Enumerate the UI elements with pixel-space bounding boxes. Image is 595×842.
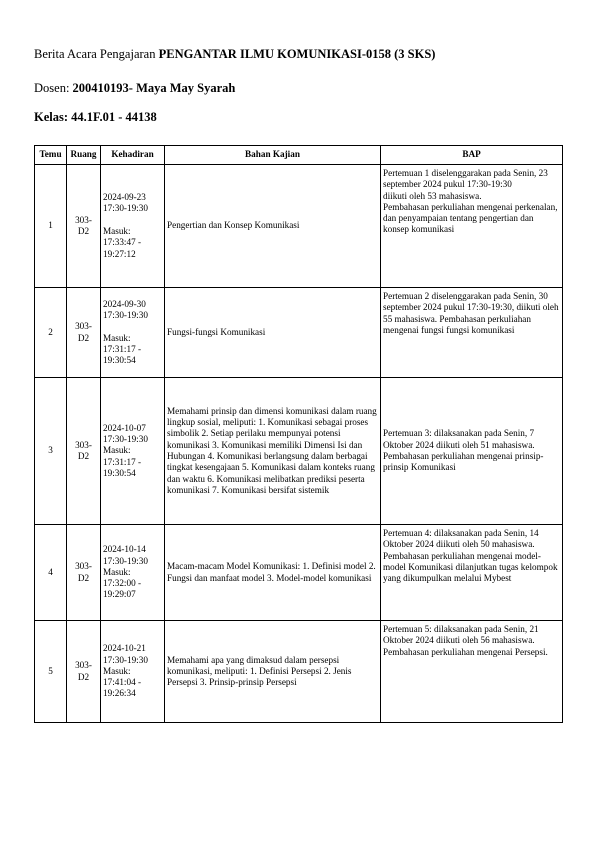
table-row: [35, 621, 563, 723]
kehadiran-line: 17:30-19:30: [103, 434, 148, 445]
bap-text: Pembahasan perkuliahan mengenai perkenalan, dan penyampaian tentang pengertian dan konsep komunikasi: [383, 201, 558, 235]
ruang-line: D2: [77, 671, 90, 682]
ruang-cell: [67, 621, 101, 723]
bap-text: Pertemuan 2 diselenggarakan pada Senin, 30 september 2024 pukul 17:30-19:30, diikuti oleh 55 mahasiswa. Pembahasan perkuliahan mengenai fungsi fungsi komunikasi: [383, 291, 559, 335]
kehadiran-line: 2024-10-07: [103, 422, 146, 433]
kehadiran-line: 17:30-19:30: [103, 654, 148, 665]
ruang-line: 303-: [75, 660, 92, 671]
kehadiran-line: Masuk:: [103, 332, 131, 343]
col-header-temu: Temu: [35, 146, 67, 165]
col-header-kehadiran: Kehadiran: [101, 146, 165, 165]
ruang-cell: [67, 288, 101, 378]
lecturer-label: Dosen:: [34, 81, 70, 95]
ruang-line: 303-: [75, 439, 92, 450]
bap-cell: [381, 525, 563, 621]
col-header-ruang: Ruang: [67, 146, 101, 165]
temu-cell: 4: [35, 525, 67, 621]
table-row: [35, 378, 563, 525]
bap-text: Pertemuan 5: dilaksanakan pada Senin, 21 Oktober 2024 diikuti oleh 56 mahasiswa. Pembahasan perkuliahan mengenai Persepsi.: [383, 624, 548, 657]
bap-cell: [381, 621, 563, 723]
temu-cell: 5: [35, 621, 67, 723]
kehadiran-line: 19:27:12: [103, 248, 136, 259]
kehadiran-line: Masuk:: [103, 566, 131, 577]
bap-text: Pertemuan 3: dilaksanakan pada Senin, 7 Oktober 2024 diikuti oleh 51 mahasiswa. Pembahasan perkuliahan mengenai prinsip-prinsip Komunikasi: [383, 428, 544, 473]
ruang-line: 303-: [75, 561, 92, 572]
kehadiran-line: [103, 215, 162, 226]
bahan-kajian-cell: Pengertian dan Konsep Komunikasi: [165, 165, 381, 288]
temu-cell: 2: [35, 288, 67, 378]
kehadiran-line: [103, 321, 162, 332]
bap-text: Pertemuan 1 diselenggarakan pada Senin, 23 september 2024 pukul 17:30-19:30: [383, 168, 548, 190]
temu-cell: 3: [35, 378, 67, 525]
kehadiran-line: 17:30-19:30: [103, 309, 148, 320]
kehadiran-cell: [101, 525, 165, 621]
table-row: [35, 525, 563, 621]
ruang-cell: [67, 165, 101, 288]
lecturer-value: 200410193- Maya May Syarah: [72, 81, 236, 95]
kehadiran-line: 19:30:54: [103, 355, 136, 366]
kehadiran-line: 17:32:00 -: [103, 578, 142, 589]
bap-text: Pertemuan 4: dilaksanakan pada Senin, 14 Oktober 2024 diikuti oleh 50 mahasiswa. Pembahasan perkuliahan mengenai model-model Komunikasi dilanjutkan tugas kelompok yang dikumpulkan melalui Mybest: [383, 528, 558, 584]
kehadiran-line: 19:26:34: [103, 688, 136, 699]
kehadiran-line: 17:30-19:30: [103, 203, 148, 214]
temu-cell: 1: [35, 165, 67, 288]
ruang-line: 303-: [75, 214, 92, 225]
bahan-kajian-cell: Memahami prinsip dan dimensi komunikasi dalam ruang lingkup sosial, meliputi: 1. Komunikasi sebagai proses simbolik 2. Setiap perilaku mempunyai potensi komunikasi 3. Komunikasi memiliki Dimensi Isi dan Hubungan 4. Komunikasi berlangsung dalam berbagai tingkat kesengajaan 5. Komunikasi dalam konteks ruang dan waktu 6. Komunikasi melibatkan prediksi peserta komunikasi 7. Komunikasi bersifat sistemik: [165, 378, 381, 525]
kehadiran-line: 2024-10-21: [103, 643, 146, 654]
bap-text: diikuti oleh 53 mahasiswa.: [383, 190, 482, 201]
title-prefix: Berita Acara Pengajaran: [34, 47, 156, 61]
table-row: [35, 288, 563, 378]
kehadiran-line: 17:41:04 -: [103, 677, 142, 688]
bap-cell: [381, 288, 563, 378]
bap-cell: [381, 378, 563, 525]
table-row: [35, 165, 563, 288]
kehadiran-cell: [101, 378, 165, 525]
kehadiran-line: Masuk:: [103, 665, 131, 676]
ruang-cell: [67, 378, 101, 525]
table-header-row: [35, 146, 563, 165]
kehadiran-line: Masuk:: [103, 445, 131, 456]
kehadiran-line: 2024-09-23: [103, 192, 146, 203]
class-line: Kelas: 44.1F.01 - 44138: [34, 110, 157, 124]
lecturer-line: [34, 81, 235, 96]
kehadiran-line: 17:31:17 -: [103, 456, 142, 467]
bahan-kajian-cell: Fungsi-fungsi Komunikasi: [165, 288, 381, 378]
attendance-table: [34, 145, 563, 723]
kehadiran-cell: [101, 165, 165, 288]
kehadiran-line: 2024-10-14: [103, 544, 146, 555]
ruang-line: 303-: [75, 321, 92, 332]
kehadiran-cell: [101, 288, 165, 378]
ruang-line: D2: [77, 226, 90, 236]
course-name: PENGANTAR ILMU KOMUNIKASI-0158 (3 SKS): [158, 47, 436, 61]
document-title: [34, 47, 435, 62]
ruang-line: D2: [77, 332, 90, 343]
bahan-kajian-cell: Macam-macam Model Komunikasi: 1. Definisi model 2. Fungsi dan manfaat model 3. Model-model komunikasi: [165, 525, 381, 621]
kehadiran-line: 17:33:47 -: [103, 237, 142, 248]
kehadiran-line: 19:30:54: [103, 467, 136, 478]
kehadiran-line: 2024-09-30: [103, 298, 146, 309]
kehadiran-line: Masuk:: [103, 226, 131, 236]
kehadiran-line: 17:31:17 -: [103, 343, 142, 354]
bahan-kajian-cell: Memahami apa yang dimaksud dalam persepsi komunikasi, meliputi: 1. Definisi Persepsi 2. Jenis Persepsi 3. Prinsip-prinsip Persepsi: [165, 621, 381, 723]
col-header-bap: BAP: [381, 146, 563, 165]
bap-cell: [381, 165, 563, 288]
col-header-bahan-kajian: Bahan Kajian: [165, 146, 381, 165]
ruang-cell: [67, 525, 101, 621]
ruang-line: D2: [77, 572, 90, 583]
kehadiran-line: 17:30-19:30: [103, 555, 148, 566]
ruang-line: D2: [77, 451, 90, 461]
kehadiran-cell: [101, 621, 165, 723]
kehadiran-line: 19:29:07: [103, 589, 136, 600]
